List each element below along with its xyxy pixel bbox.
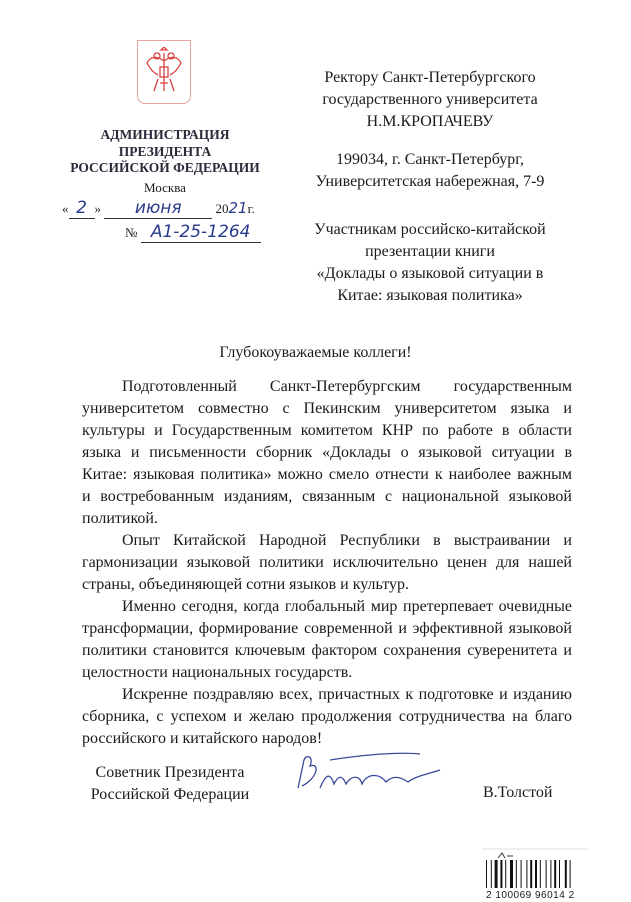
- barcode-bar: [500, 860, 502, 888]
- paragraph-line: Подготовленный Санкт-Петербургским государственным: [122, 378, 572, 395]
- barcode-bar: [554, 860, 556, 888]
- paragraph-line: Искренне поздравляю всех, причастных к подготовке и изданию: [122, 686, 572, 703]
- barcode-bar: [530, 860, 532, 888]
- barcode-bar: [510, 860, 513, 888]
- addressee-participants: [280, 219, 580, 307]
- address-line: «Доклады о языковой ситуации в: [316, 265, 544, 282]
- salutation: Глубокоуважаемые коллеги!: [219, 344, 412, 361]
- barcode: [478, 848, 596, 895]
- double-headed-eagle-icon: [144, 47, 184, 97]
- paragraph-line: и востребованным изданиям, связанным с национальной языковой: [82, 488, 572, 505]
- paragraph-line: политики становится ключевым фактором сохранения суверенитета и: [82, 642, 572, 659]
- date-year-prefix: 20: [215, 201, 229, 216]
- address-line: Участникам российско-китайской: [314, 221, 546, 238]
- paragraph-line: страны, объединяющей сотни языков и культур.: [82, 576, 409, 593]
- date-month: июня: [134, 198, 182, 218]
- signatory-name: В.Толстой: [483, 784, 553, 801]
- paragraph-line: Опыт Китайской Народной Республики в выстраивании и: [122, 532, 572, 549]
- address-line: 199034, г. Санкт-Петербург,: [335, 151, 524, 168]
- letter-body: [82, 376, 572, 750]
- state-emblem: [137, 40, 191, 104]
- barcode-bar: [491, 860, 492, 888]
- handwritten-signature: [290, 748, 460, 803]
- address-line: презентации книги: [365, 243, 495, 260]
- addressee-address: [280, 149, 580, 193]
- date-day: 2: [76, 198, 87, 218]
- address-line: Университетская набережная, 7-9: [315, 173, 545, 190]
- paragraph-line: сборника, с успехом и желаю продолжения сотрудничества на благо: [82, 708, 572, 725]
- paragraph-line: Именно сегодня, когда глобальный мир претерпевает очевидные: [122, 598, 572, 615]
- paragraph-line: политикой.: [82, 510, 158, 527]
- org-line: ПРЕЗИДЕНТА: [118, 143, 212, 159]
- barcode-bar: [540, 860, 541, 888]
- barcode-bar: [486, 860, 487, 888]
- barcode-bar: [526, 860, 527, 888]
- addressee-rector: [280, 67, 580, 133]
- title-line: Советник Президента: [95, 764, 245, 781]
- barcode-bar: [521, 860, 522, 888]
- paragraph-line: целостности национальных государств.: [82, 664, 353, 681]
- document-number: [125, 222, 261, 243]
- paragraph-line: российского и китайского народов!: [82, 730, 323, 747]
- paragraph-line: языка и письменности сборник «Доклады о языковой ситуации в: [82, 444, 572, 461]
- organization-name: [60, 127, 270, 177]
- signatory-title: [70, 762, 270, 806]
- paragraph-line: Китае: языковая политика» можно смело отнести к наиболее важным: [82, 466, 572, 483]
- city: Москва: [144, 180, 186, 195]
- address-line: Китае: языковая политика»: [337, 287, 523, 304]
- address-line: Н.М.КРОПАЧЕВУ: [366, 113, 494, 130]
- barcode-bar: [550, 860, 551, 888]
- number-label: №: [125, 225, 138, 240]
- address-line: государственного университета: [322, 91, 538, 108]
- barcode-bar: [565, 860, 567, 888]
- paragraph-line: университетом совместно с Пекинским университетом языка и: [82, 400, 572, 417]
- barcode-bar: [495, 860, 498, 888]
- barcode-bar: [516, 860, 517, 888]
- paragraph-line: трансформации, формирование современной и эффективной языковой: [82, 620, 572, 637]
- date-year-suffix: 21: [228, 199, 248, 217]
- barcode-number: 2 100069 96014 2: [486, 890, 575, 901]
- barcode-bar: [546, 860, 547, 888]
- date-line: « 2 » июня 2021г.: [62, 198, 255, 218]
- number-value: А1-25-1264: [150, 222, 251, 242]
- barcode-bar: [559, 860, 560, 888]
- barcode-bar: [505, 860, 506, 888]
- org-line: РОССИЙСКОЙ ФЕДЕРАЦИИ: [70, 160, 260, 175]
- paragraph-line: гармонизации языковой политики исключительно ценен для нашей: [82, 554, 572, 571]
- paragraph-line: культуры и Государственным комитетом КНР по работе в области: [82, 422, 572, 439]
- title-line: Российской Федерации: [90, 786, 250, 803]
- org-line: АДМИНИСТРАЦИЯ: [100, 127, 230, 142]
- address-line: Ректору Санкт-Петербургского: [324, 69, 536, 86]
- year-unit: г.: [247, 201, 255, 216]
- barcode-bar: [570, 860, 571, 888]
- barcode-bar: [535, 860, 537, 888]
